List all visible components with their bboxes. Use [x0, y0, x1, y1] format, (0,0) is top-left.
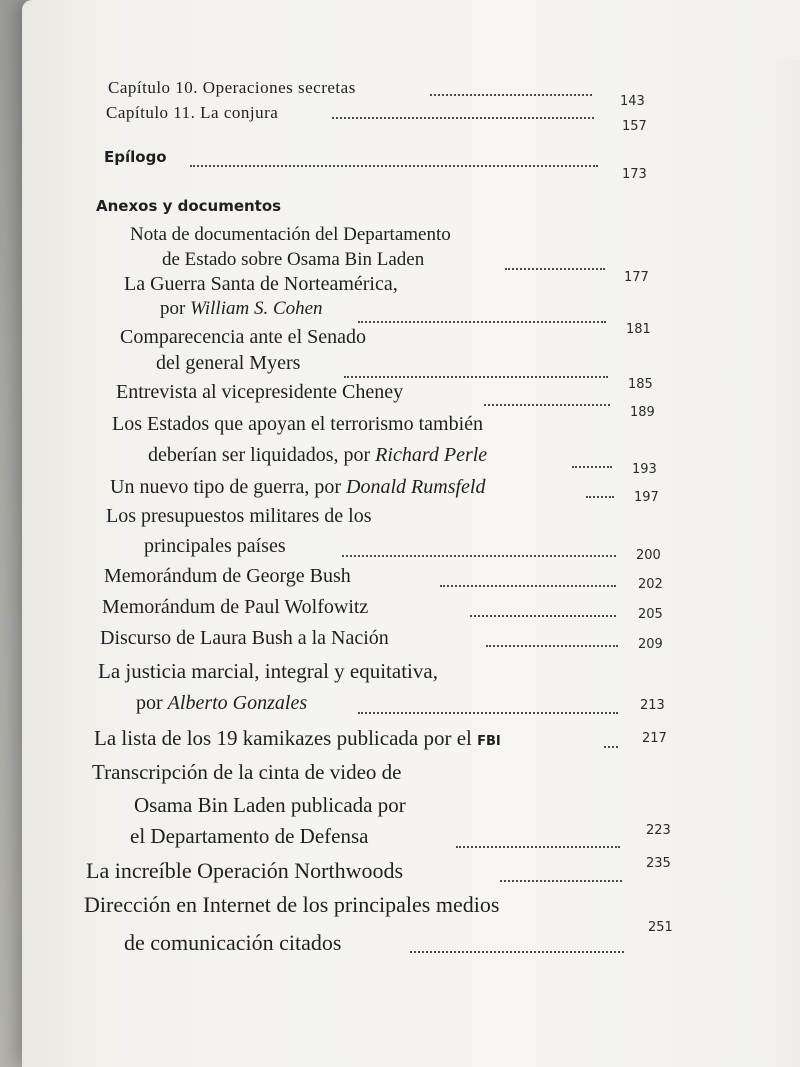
author-name: Donald Rumsfeld: [346, 476, 486, 498]
leader-dots: [332, 117, 594, 119]
page-number: 217: [642, 731, 667, 746]
entry-line: por: [136, 692, 168, 714]
entry-line: de Estado sobre Osama Bin Laden: [162, 249, 425, 270]
entry-line: Transcripción de la cinta de video de: [92, 760, 402, 784]
toc-title: Capítulo 10. Operaciones secretas: [108, 78, 356, 97]
page-number: 185: [628, 377, 653, 392]
toc-title: Capítulo 11. La conjura: [106, 103, 279, 122]
leader-dots: [440, 585, 616, 587]
leader-dots: [190, 165, 598, 167]
entry-line: Memorándum de George Bush: [104, 565, 351, 587]
entry-line: Comparecencia ante el Senado: [120, 326, 366, 348]
author-name: Alberto Gonzales: [167, 692, 308, 714]
leader-dots: [410, 951, 624, 953]
author-name: William S. Cohen: [190, 298, 323, 319]
entry-line: La lista de los 19 kamikazes publicada por el: [94, 726, 478, 750]
entry-line: Los presupuestos militares de los: [106, 505, 372, 527]
entry-line: La increíble Operación Northwoods: [86, 858, 404, 883]
entry-line: La justicia marcial, integral y equitativa,: [98, 659, 438, 683]
leader-dots: [358, 712, 618, 714]
page-number: 189: [630, 405, 655, 420]
leader-dots: [500, 880, 622, 882]
entry-line: Los Estados que apoyan el terrorismo también: [112, 413, 484, 435]
leader-dots: [505, 268, 605, 270]
leader-dots: [604, 746, 618, 748]
annexes-heading: Anexos y documentos: [96, 197, 282, 215]
leader-dots: [586, 496, 614, 498]
fbi-abbreviation: FBI: [477, 734, 501, 749]
page-number: 200: [636, 548, 661, 563]
leader-dots: [358, 321, 606, 323]
entry-line: Nota de documentación del Departamento: [130, 224, 451, 245]
leader-dots: [342, 555, 616, 557]
page-number: 251: [648, 920, 673, 935]
page-number: 213: [640, 698, 665, 713]
leader-dots: [470, 615, 616, 617]
page-number: 197: [634, 490, 659, 505]
page-number: 193: [632, 462, 657, 477]
page-number: 202: [638, 577, 663, 592]
entry-line: Un nuevo tipo de guerra, por: [110, 476, 347, 498]
leader-dots: [486, 645, 618, 647]
page-number: 173: [622, 167, 647, 182]
entry-line: el Departamento de Defensa: [130, 824, 369, 848]
page-number: 177: [624, 270, 649, 285]
entry-line: Osama Bin Laden publicada por: [134, 793, 406, 817]
leader-dots: [456, 846, 620, 848]
entry-line: Dirección en Internet de los principales medios: [84, 892, 500, 917]
page-number: 181: [626, 322, 651, 337]
entry-line: Discurso de Laura Bush a la Nación: [100, 627, 389, 649]
entry-line: deberían ser liquidados, por: [148, 444, 376, 466]
page-number: 209: [638, 637, 663, 652]
entry-line: por: [160, 298, 191, 319]
entry-line: de comunicación citados: [124, 930, 342, 955]
page-number: 235: [646, 856, 671, 871]
entry-line: La Guerra Santa de Norteamérica,: [124, 273, 398, 295]
entry-line: principales países: [144, 535, 286, 557]
entry-line: Memorándum de Paul Wolfowitz: [102, 596, 369, 618]
leader-dots: [484, 404, 610, 406]
page-number: 143: [620, 94, 645, 109]
entry-line: del general Myers: [156, 352, 301, 374]
page-number: 157: [622, 119, 647, 134]
leader-dots: [430, 94, 592, 96]
page-number: 223: [646, 823, 671, 838]
leader-dots: [572, 466, 612, 468]
entry-line: Entrevista al vicepresidente Cheney: [116, 381, 404, 403]
leader-dots: [344, 376, 608, 378]
page-number: 205: [638, 607, 663, 622]
author-name: Richard Perle: [375, 444, 488, 466]
epilogue-heading: Epílogo: [104, 148, 167, 166]
